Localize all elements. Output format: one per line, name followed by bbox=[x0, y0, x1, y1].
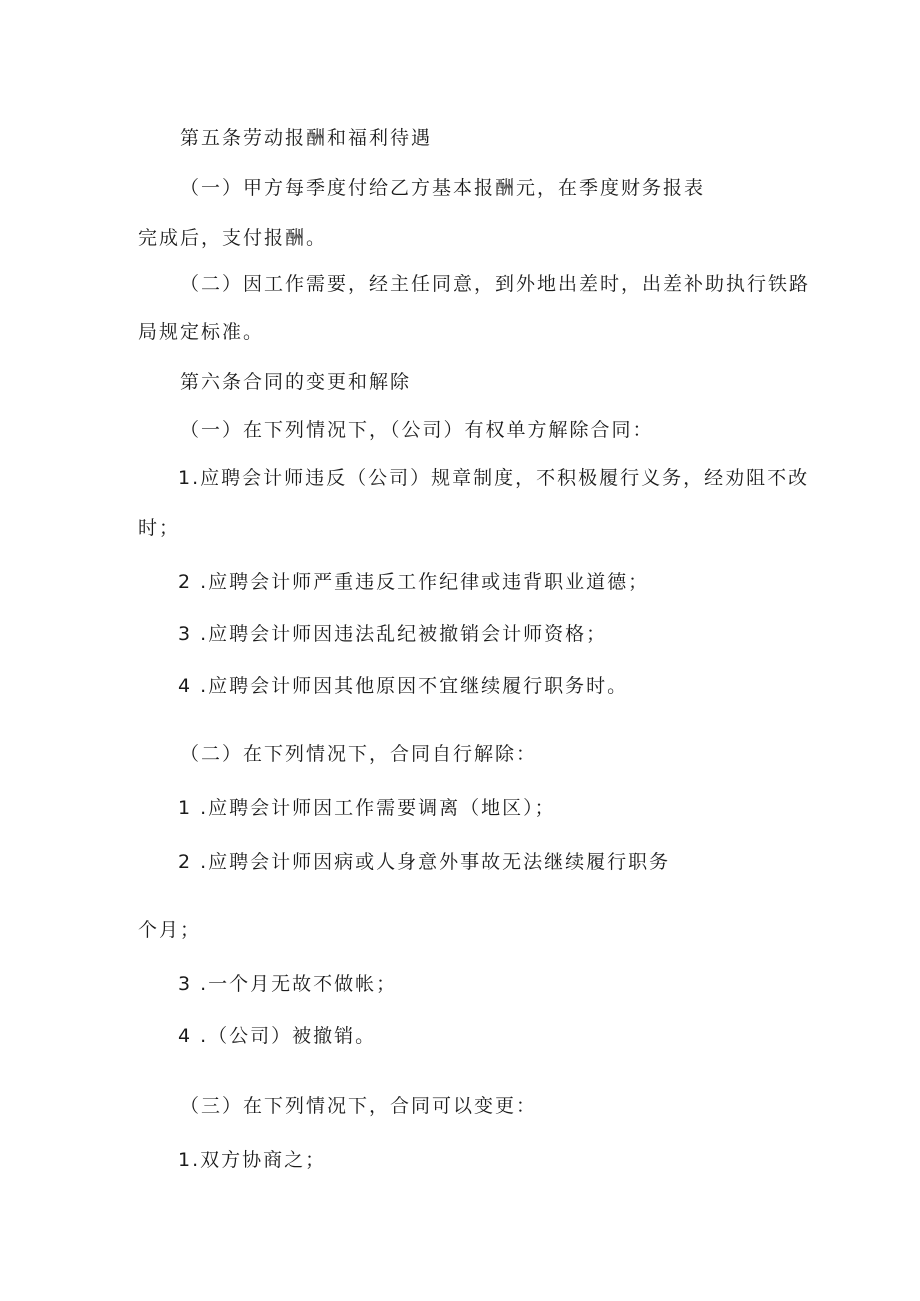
list-item-line: 2 .应聘会计师因病或人身意外事故无法继续履行职务 bbox=[178, 851, 671, 873]
paragraph2-line2: 局规定标准。 bbox=[138, 321, 265, 343]
list-item-line: 时； bbox=[138, 517, 181, 539]
list-item-line: 个月； bbox=[138, 919, 202, 941]
list-item: 4 .应聘会计师因其他原因不宜继续履行职务时。 bbox=[178, 675, 629, 697]
list-item-line: 1.应聘会计师违反（公司）规章制度，不积极履行义务，经劝阻不改 bbox=[178, 467, 810, 489]
list-item: 1 .应聘会计师因工作需要调离（地区）； bbox=[178, 797, 556, 819]
list-item: 3 .应聘会计师因违法乱纪被撤销会计师资格； bbox=[178, 623, 608, 645]
paragraph1-line2: 完成后，支付报酬。 bbox=[138, 227, 328, 249]
list-item: 4 .（公司）被撤销。 bbox=[178, 1025, 377, 1047]
section2-heading: （二）在下列情况下，合同自行解除： bbox=[180, 743, 538, 765]
list-item: 3 .一个月无故不做帐； bbox=[178, 973, 398, 995]
article5-heading: 第五条劳动报酬和福利待遇 bbox=[180, 127, 433, 149]
list-item: 2 .应聘会计师严重违反工作纪律或违背职业道德； bbox=[178, 571, 650, 593]
section1-heading: （一）在下列情况下，（公司）有权单方解除合同： bbox=[180, 419, 654, 441]
paragraph1-line1: （一）甲方每季度付给乙方基本报酬元，在季度财务报表 bbox=[180, 177, 706, 199]
section3-heading: （三）在下列情况下，合同可以变更： bbox=[180, 1095, 538, 1117]
paragraph2-line1: （二）因工作需要，经主任同意，到外地出差时，出差补助执行铁路 bbox=[180, 273, 811, 295]
article6-heading: 第六条合同的变更和解除 bbox=[180, 371, 412, 393]
list-item: 1.双方协商之； bbox=[178, 1149, 327, 1171]
